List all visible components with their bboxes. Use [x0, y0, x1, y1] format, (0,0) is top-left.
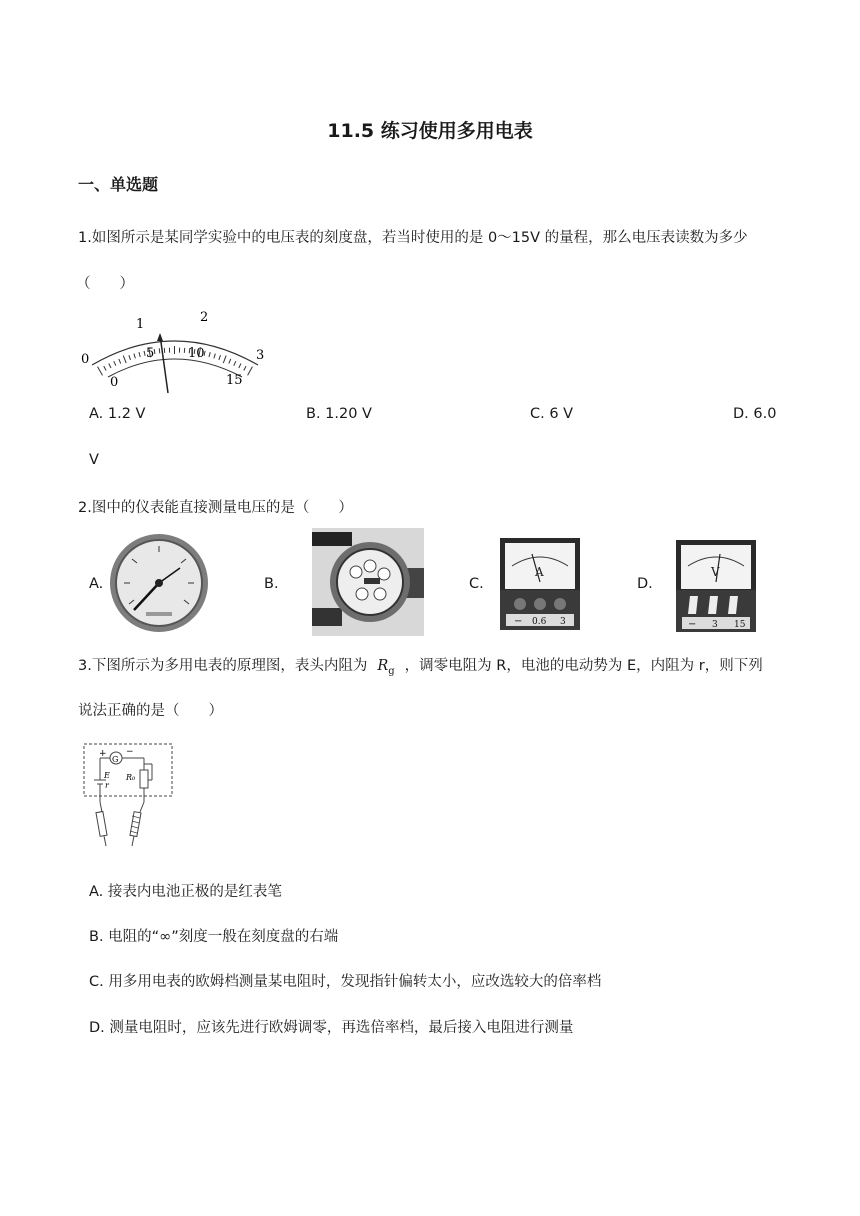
- minus-label: −: [126, 747, 134, 757]
- r0-label: R₀: [126, 773, 136, 782]
- dial-pointer: [160, 335, 168, 393]
- dial-tick: [248, 367, 253, 376]
- dial-bottom-label: 15: [226, 373, 243, 388]
- q3-stem-pre: 3.下图所示为多用电表的原理图，表头内阻为: [78, 658, 368, 674]
- q3-stem-post: ，调零电阻为 R，电池的电动势为 E，内阻为 r，则下列: [404, 658, 763, 674]
- rg-symbol: $R_g$: [377, 658, 395, 677]
- dial-tick: [144, 351, 145, 356]
- dial-tick: [134, 354, 135, 359]
- q2-stem: 2.图中的仪表能直接测量电压的是（ ）: [78, 500, 353, 516]
- dial-tick: [219, 355, 221, 360]
- voltmeter-scale-label: 15: [734, 620, 746, 630]
- ammeter-scale-label: 0.6: [532, 617, 547, 627]
- dial-tick: [119, 359, 121, 364]
- q3-option-b[interactable]: B. 电阻的“∞”刻度一般在刻度盘的右端: [89, 929, 339, 945]
- dial-tick: [98, 367, 103, 376]
- dial-tick: [244, 366, 246, 370]
- section-heading: 一、单选题: [78, 175, 159, 194]
- emf-label: E: [104, 771, 110, 780]
- page-title: 11.5 练习使用多用电表: [327, 120, 533, 142]
- dial-tick: [159, 348, 160, 353]
- dial-top-label: 3: [256, 348, 265, 363]
- dial-tick: [129, 355, 131, 360]
- voltmeter-dial-figure: [78, 305, 270, 397]
- svg-text:−: −: [688, 619, 697, 630]
- q1-stem-line2: （ ）: [76, 276, 134, 292]
- dial-tick: [223, 356, 226, 364]
- ammeter-scale-label: 3: [560, 617, 566, 627]
- pressure-gauge-image: [108, 532, 210, 634]
- galvanometer-label: G: [112, 755, 119, 764]
- ammeter-letter: A: [535, 565, 544, 579]
- dial-tick: [139, 352, 140, 357]
- dial-tick: [214, 354, 215, 359]
- dial-tick: [104, 366, 106, 370]
- q2-option-d[interactable]: D.: [637, 576, 653, 592]
- multimeter-circuit-diagram: [80, 740, 180, 850]
- q2-option-a[interactable]: A.: [89, 576, 104, 592]
- q3-stem-line1: [78, 654, 763, 677]
- internal-r-label: r: [105, 781, 109, 790]
- q1-option-a[interactable]: A. 1.2 V: [89, 406, 146, 422]
- dial-top-label: 0: [81, 352, 90, 367]
- q2-option-b[interactable]: B.: [264, 576, 279, 592]
- dial-top-label: 1: [136, 317, 145, 332]
- q3-option-c[interactable]: C. 用多用电表的欧姆档测量某电阻时，发现指针偏转太小，应改选较大的倍率档: [89, 974, 602, 990]
- dial-tick: [234, 361, 236, 366]
- dial-tick: [229, 359, 231, 364]
- q1-option-c[interactable]: C. 6 V: [530, 406, 574, 422]
- dial-tick: [114, 361, 116, 366]
- water-meter-image: [312, 528, 424, 636]
- voltmeter-letter: V: [711, 565, 720, 579]
- q1-option-d[interactable]: D. 6.0: [733, 406, 777, 422]
- dial-tick: [123, 356, 126, 363]
- q1-option-d-wrap: V: [89, 452, 99, 468]
- dial-bottom-label: 10: [188, 346, 205, 361]
- q1-stem-line1: 1.如图所示是某同学实验中的电压表的刻度盘，若当时使用的是 0～15V 的量程，那么电压表读数为多少: [78, 230, 748, 246]
- svg-text:−: −: [514, 616, 523, 627]
- ammeter-image: [500, 538, 580, 630]
- voltmeter-image: [676, 540, 756, 632]
- q2-option-c[interactable]: C.: [469, 576, 484, 592]
- q3-stem-line2: 说法正确的是（ ）: [78, 703, 223, 719]
- dial-bottom-label: 5: [146, 346, 155, 361]
- q1-option-b[interactable]: B. 1.20 V: [306, 406, 372, 422]
- dial-tick: [239, 364, 241, 369]
- dial-tick: [109, 364, 111, 368]
- dial-bottom-label: 0: [110, 375, 119, 390]
- q3-option-a[interactable]: A. 接表内电池正极的是红表笔: [89, 884, 282, 900]
- dial-tick: [209, 352, 210, 357]
- q3-option-d[interactable]: D. 测量电阻时，应该先进行欧姆调零，再选倍率档，最后接入电阻进行测量: [89, 1020, 574, 1036]
- voltmeter-scale-label: 3: [712, 620, 718, 630]
- plus-label: +: [99, 749, 107, 759]
- dial-top-label: 2: [200, 310, 209, 325]
